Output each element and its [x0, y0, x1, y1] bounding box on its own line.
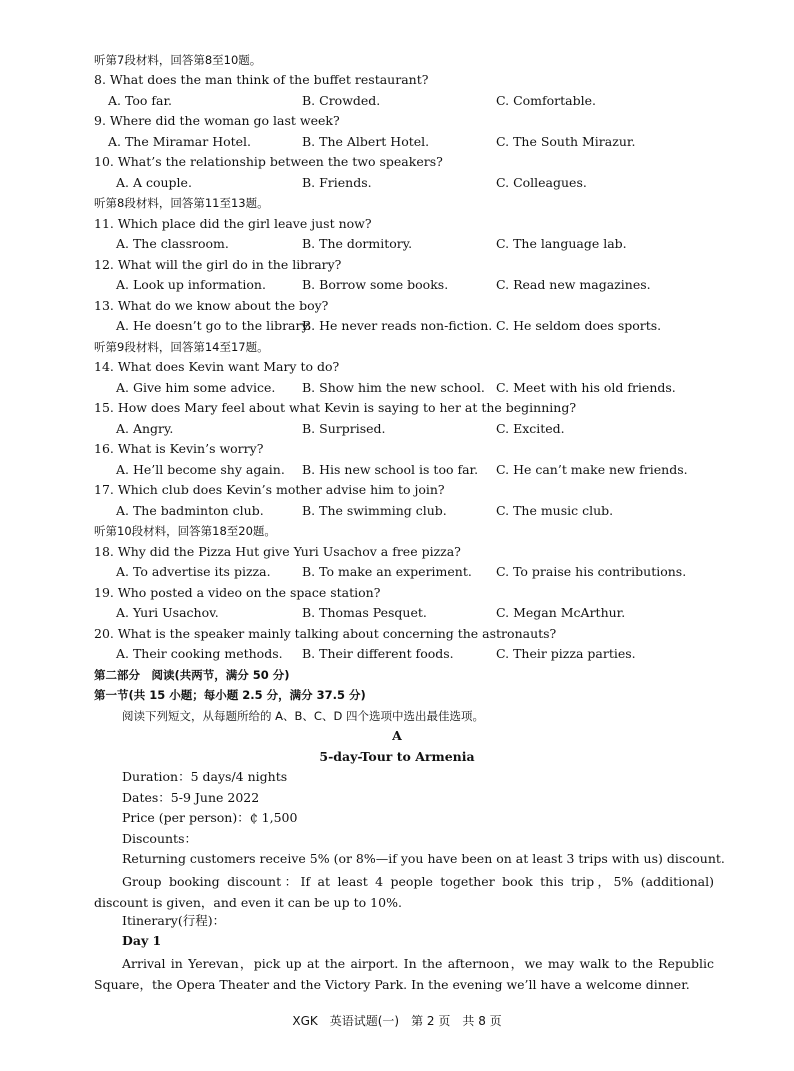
- part-title: 第二部分 阅读(共两节，满分 50 分): [94, 668, 290, 682]
- option-c: C. Colleagues.: [496, 175, 587, 190]
- option-c: C. He can’t make new friends.: [496, 462, 688, 477]
- option-b: B. Thomas Pesquet.: [302, 605, 427, 620]
- option-a: A. He doesn’t go to the library.: [116, 318, 311, 333]
- option-b: B. The swimming club.: [302, 503, 447, 518]
- question-text: 14. What does Kevin want Mary to do?: [94, 359, 340, 374]
- itinerary-label: Itinerary(行程)：: [122, 913, 226, 928]
- option-b: B. His new school is too far.: [302, 462, 479, 477]
- option-b: B. The Albert Hotel.: [302, 134, 430, 149]
- option-b: B. Show him the new school.: [302, 380, 485, 395]
- section-intro: 听第7段材料，回答第8至10题。: [94, 53, 262, 67]
- option-a: A. A couple.: [116, 175, 192, 190]
- question-text: 13. What do we know about the boy?: [94, 298, 329, 313]
- section-intro: 听第9段材料，回答第14至17题。: [94, 340, 269, 354]
- option-c: C. Read new magazines.: [496, 277, 651, 292]
- question-text: 12. What will the girl do in the library?: [94, 257, 342, 272]
- returning-discount: Returning customers receive 5% (or 8%—if you have been on at least 3 trips with us) discount.: [122, 851, 725, 866]
- group-discount: Group booking discount：If at least 4 people together book this trip，5% (additional) discount is given，and even it can be up to 10%.: [94, 874, 714, 910]
- tour-duration: Duration：5 days/4 nights: [122, 769, 288, 784]
- option-a: A. The classroom.: [116, 236, 229, 251]
- passage-letter: A: [392, 728, 402, 743]
- option-a: A. He’ll become shy again.: [116, 462, 285, 477]
- option-b: B. Surprised.: [302, 421, 386, 436]
- section-title: 第一节(共 15 小题；每小题 2.5 分，满分 37.5 分): [94, 688, 366, 702]
- passage-title: 5-day-Tour to Armenia: [319, 749, 475, 764]
- question-text: 16. What is Kevin’s worry?: [94, 441, 264, 456]
- option-a: A. The Miramar Hotel.: [108, 134, 252, 149]
- question-text: 20. What is the speaker mainly talking about concerning the astronauts?: [94, 626, 557, 641]
- option-a: A. Look up information.: [116, 277, 266, 292]
- question-text: 11. Which place did the girl leave just now?: [94, 216, 372, 231]
- option-c: C. Comfortable.: [496, 93, 596, 108]
- option-c: C. Megan McArthur.: [496, 605, 626, 620]
- page-footer: XGK 英语试题(一) 第 2 页 共 8 页: [292, 1014, 502, 1028]
- option-a: A. Angry.: [116, 421, 174, 436]
- question-text: 10. What’s the relationship between the two speakers?: [94, 154, 443, 169]
- question-text: 17. Which club does Kevin’s mother advise him to join?: [94, 482, 445, 497]
- tour-price: Price (per person)：₵ 1,500: [122, 810, 298, 825]
- option-c: C. The music club.: [496, 503, 614, 518]
- day1-text: Arrival in Yerevan，pick up at the airport. In the afternoon，we may walk to the Republic Square，the Opera Theater and the Victory Park. In the evening we’ll have a welcome dinner.: [94, 956, 714, 992]
- option-b: B. He never reads non-fiction.: [302, 318, 493, 333]
- option-c: C. Their pizza parties.: [496, 646, 636, 661]
- option-a: A. Give him some advice.: [116, 380, 276, 395]
- instruction: 阅读下列短文，从每题所给的 A、B、C、D 四个选项中选出最佳选项。: [122, 709, 484, 723]
- option-a: A. Yuri Usachov.: [116, 605, 219, 620]
- option-c: C. To praise his contributions.: [496, 564, 687, 579]
- option-c: C. Excited.: [496, 421, 565, 436]
- option-a: A. Their cooking methods.: [116, 646, 283, 661]
- option-b: B. Friends.: [302, 175, 372, 190]
- question-text: 15. How does Mary feel about what Kevin is saying to her at the beginning?: [94, 400, 577, 415]
- question-text: 18. Why did the Pizza Hut give Yuri Usachov a free pizza?: [94, 544, 461, 559]
- option-c: C. The South Mirazur.: [496, 134, 636, 149]
- option-b: B. Borrow some books.: [302, 277, 449, 292]
- option-c: C. He seldom does sports.: [496, 318, 662, 333]
- option-a: A. The badminton club.: [116, 503, 264, 518]
- option-b: B. Their different foods.: [302, 646, 454, 661]
- section-intro: 听第10段材料，回答第18至20题。: [94, 524, 276, 538]
- option-b: B. The dormitory.: [302, 236, 413, 251]
- option-c: C. Meet with his old friends.: [496, 380, 676, 395]
- option-b: B. To make an experiment.: [302, 564, 472, 579]
- section-intro: 听第8段材料，回答第11至13题。: [94, 196, 269, 210]
- option-a: A. Too far.: [108, 93, 173, 108]
- option-c: C. The language lab.: [496, 236, 627, 251]
- question-text: 8. What does the man think of the buffet restaurant?: [94, 72, 429, 87]
- option-b: B. Crowded.: [302, 93, 381, 108]
- tour-dates: Dates：5-9 June 2022: [122, 790, 260, 805]
- option-a: A. To advertise its pizza.: [116, 564, 271, 579]
- question-text: 19. Who posted a video on the space station?: [94, 585, 381, 600]
- discounts-label: Discounts：: [122, 831, 198, 846]
- question-text: 9. Where did the woman go last week?: [94, 113, 340, 128]
- day1-heading: Day 1: [122, 933, 162, 948]
